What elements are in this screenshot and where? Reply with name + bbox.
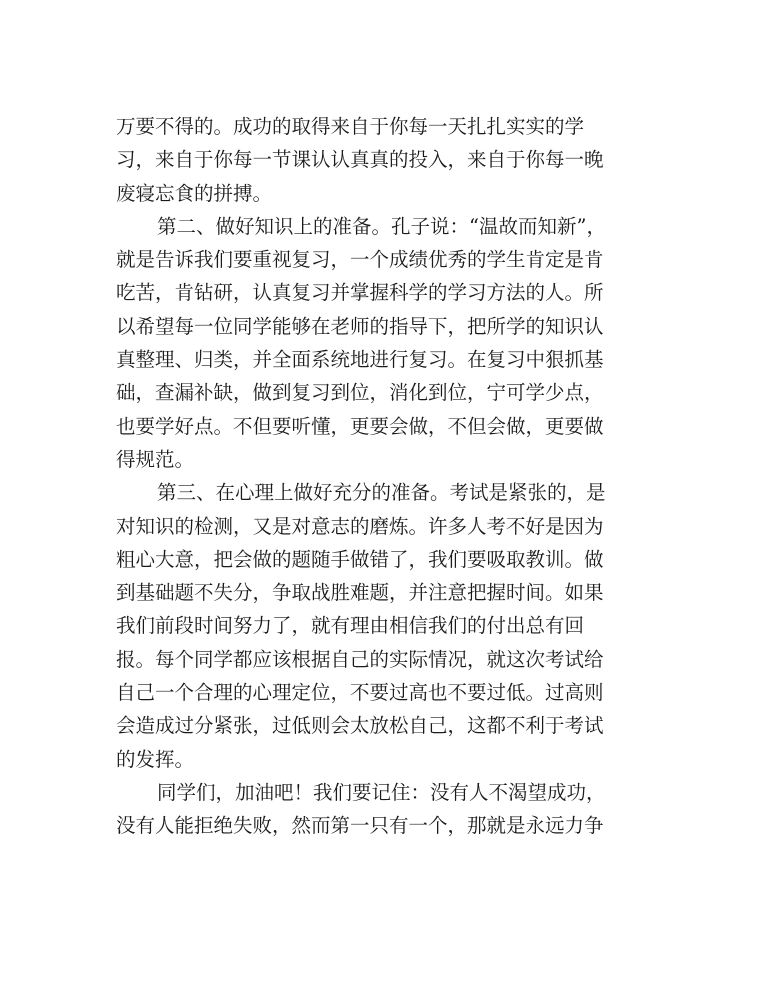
text-line: 废寝忘食的拼搏。 xyxy=(116,181,273,205)
paragraph-2 xyxy=(116,210,636,476)
text-line: 没有人能拒绝失败，然而第一只有一个，那就是永远力争 xyxy=(116,814,604,838)
paragraph-1 xyxy=(116,110,636,210)
text-line: 万要不得的。成功的取得来自于你每一天扎扎实实的学 xyxy=(116,115,585,138)
text-line: 以希望每一位同学能够在老师的指导下，把所学的知识认 xyxy=(116,314,604,338)
text-line: 吃苦，肯钻研，认真复习并掌握科学的学习方法的人。所 xyxy=(116,281,604,305)
text-line: 真整理、归类，并全面系统地进行复习。在复习中狠抓基 xyxy=(116,348,604,372)
paragraph-3 xyxy=(116,476,636,776)
text-line: 第二、做好知识上的准备。孔子说：“温故而知新”， xyxy=(157,214,606,238)
text-line: 自己一个合理的心理定位，不要过高也不要过低。过高则 xyxy=(116,681,604,705)
text-line: 对知识的检测，又是对意志的磨炼。许多人考不好是因为 xyxy=(116,514,604,538)
text-line: 也要学好点。不但要听懂，更要会做，不但会做，更要做 xyxy=(116,414,604,438)
text-line: 报。每个同学都应该根据自己的实际情况，就这次考试给 xyxy=(116,647,604,671)
text-line: 的发挥。 xyxy=(116,747,195,771)
document-body xyxy=(116,110,636,843)
text-line: 第三、在心理上做好充分的准备。考试是紧张的，是 xyxy=(157,481,606,505)
text-line: 础，查漏补缺，做到复习到位，消化到位，宁可学少点， xyxy=(116,381,604,405)
text-line: 粗心大意，把会做的题随手做错了，我们要吸取教训。做 xyxy=(116,547,604,571)
text-line: 同学们，加油吧！我们要记住：没有人不渴望成功， xyxy=(157,780,606,804)
text-line: 习，来自于你每一节课认认真真的投入，来自于你每一晚 xyxy=(116,148,604,172)
text-line: 会造成过分紧张，过低则会太放松自己，这都不利于考试 xyxy=(116,714,604,738)
text-line: 得规范。 xyxy=(116,447,195,471)
paragraph-4 xyxy=(116,776,636,843)
text-line: 我们前段时间努力了，就有理由相信我们的付出总有回 xyxy=(116,614,585,638)
text-line: 到基础题不失分，争取战胜难题，并注意把握时间。如果 xyxy=(116,581,604,605)
text-line: 就是告诉我们要重视复习，一个成绩优秀的学生肯定是肯 xyxy=(116,248,604,272)
